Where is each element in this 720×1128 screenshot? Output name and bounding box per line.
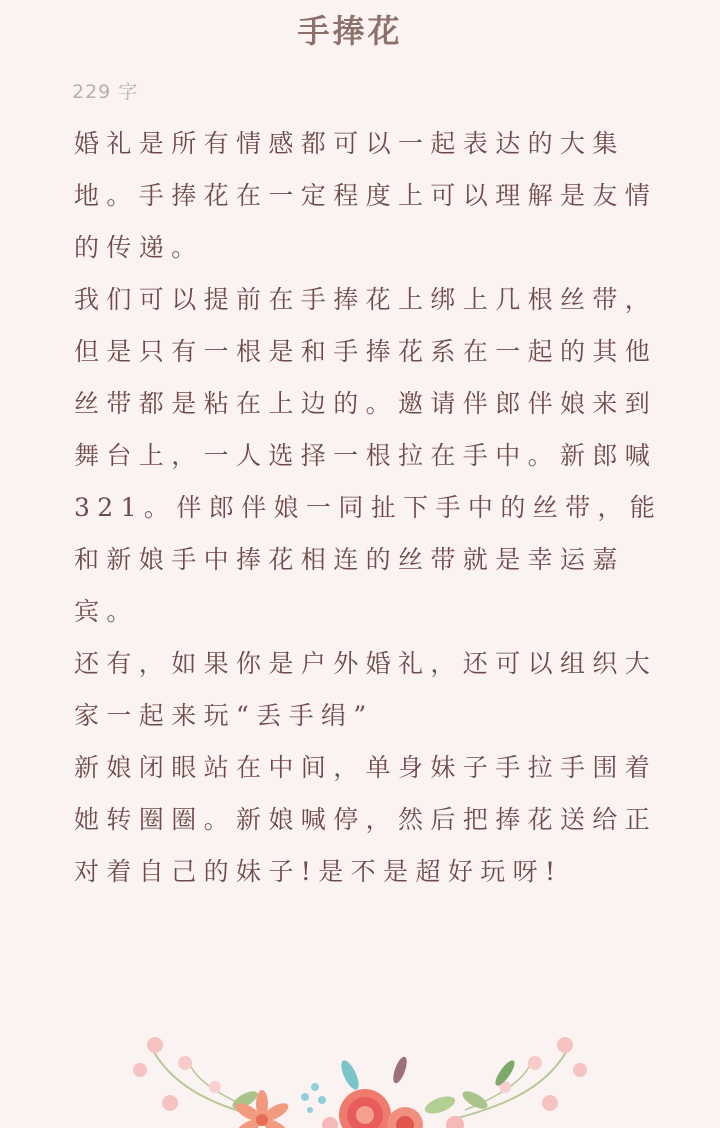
floral-border-icon (0, 1025, 720, 1128)
paragraph: 还有，如果你是户外婚礼，还可以组织大家一起来玩“丢手绢” (74, 649, 658, 730)
article-title: 手捧花 (297, 12, 403, 50)
word-count: 229 字 (72, 81, 139, 103)
paragraph: 婚礼是所有情感都可以一起表达的大集地。手捧花在一定程度上可以理解是友情的传递。 (74, 129, 658, 262)
article-body (74, 118, 674, 898)
paragraph: 我们可以提前在手捧花上绑上几根丝带，但是只有一根是和手捧花系在一起的其他丝带都是粘在上边的。邀请伴郎伴娘来到舞台上，一人选择一根拉在手中。新郎喊321。伴郎伴娘一同扯下手中的丝带，能和新娘手中捧花相连的丝带就是幸运嘉宾。 (74, 285, 663, 626)
paragraph: 新娘闭眼站在中间，单身妹子手拉手围着她转圈圈。新娘喊停，然后把捧花送给正对着自己的妹子!是不是超好玩呀! (74, 753, 658, 886)
